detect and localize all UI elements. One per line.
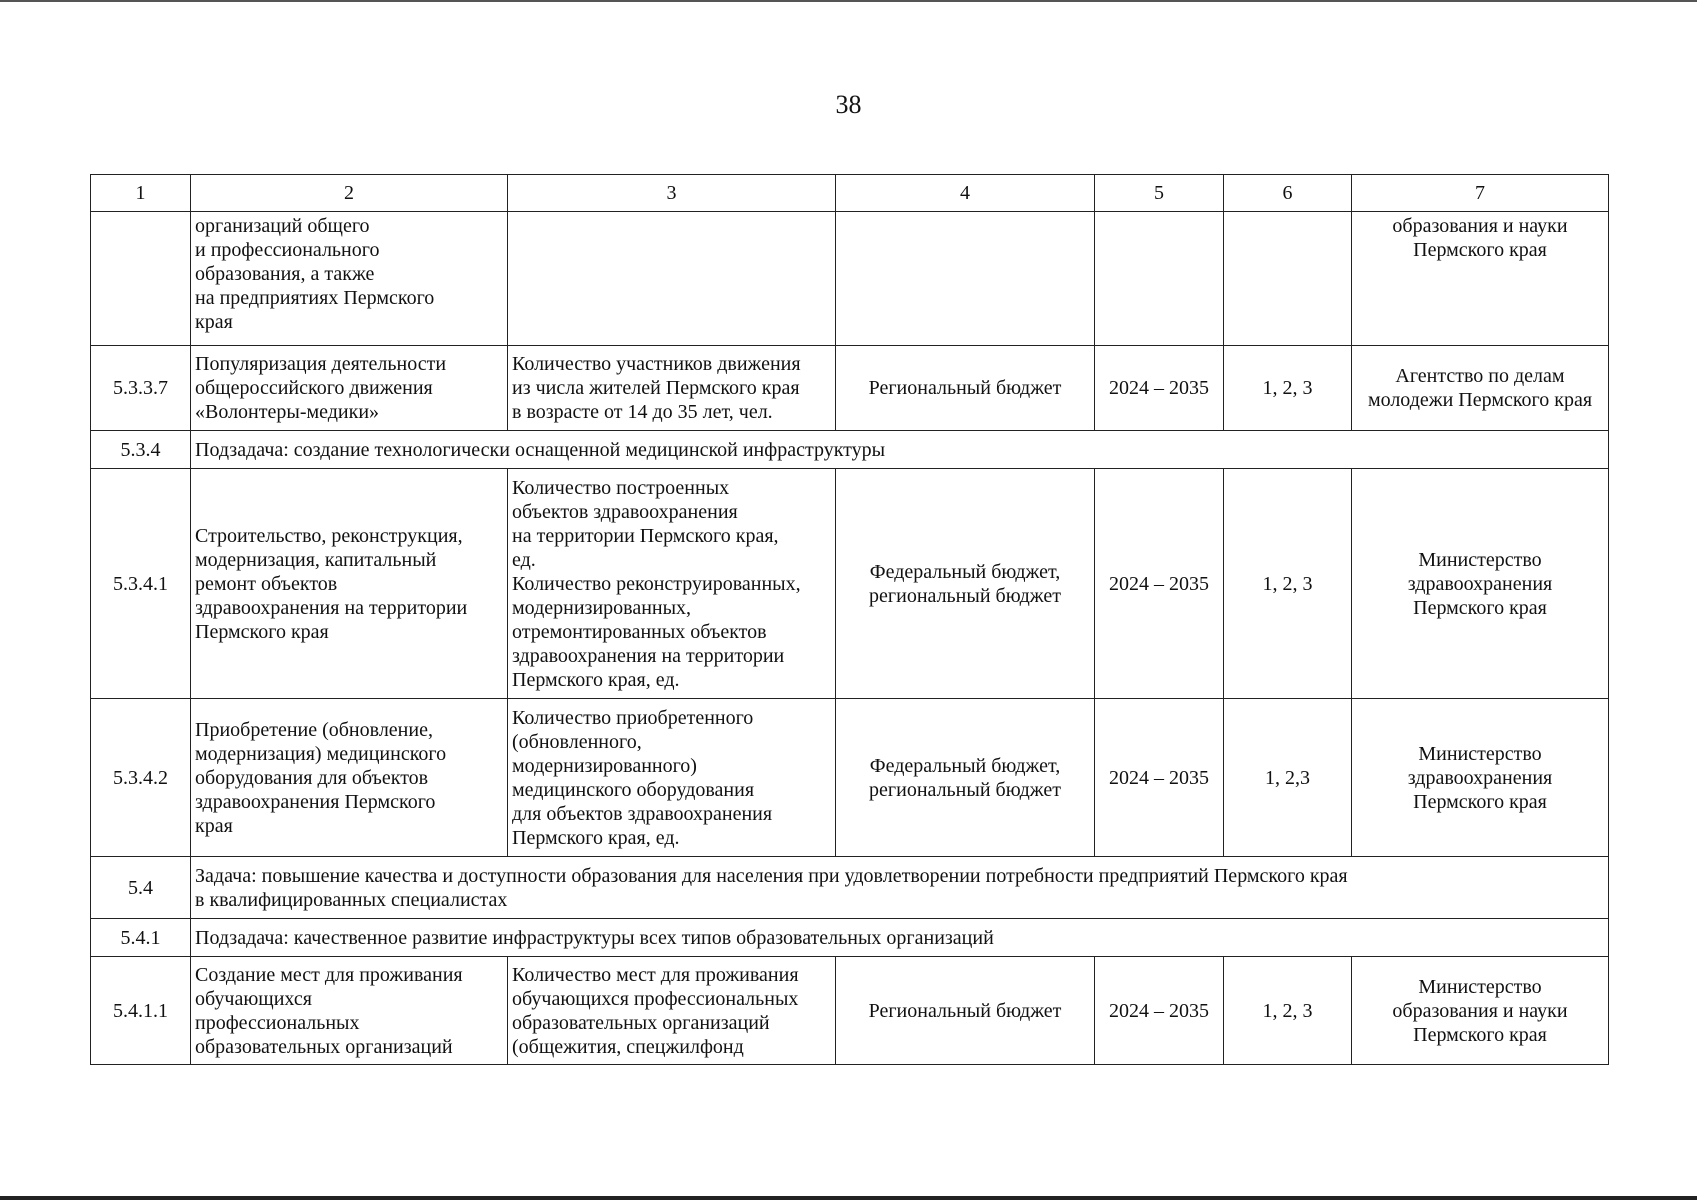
table-row (91, 957, 1609, 1065)
period-cell: 2024 – 2035 (1095, 469, 1224, 699)
table-row (91, 469, 1609, 699)
subtask-row (91, 431, 1609, 469)
subtask-title: Подзадача: качественное развитие инфраструктуры всех типов образовательных организаций (191, 919, 1609, 957)
header-col-5: 5 (1095, 175, 1224, 212)
header-col-3: 3 (508, 175, 836, 212)
activity-cell: Популяризация деятельности общероссийского движения «Волонтеры-медики» (191, 346, 508, 431)
table-row (91, 699, 1609, 857)
indicator-cell: Количество участников движения из числа жителей Пермского края в возрасте от 14 до 35 лет, чел. (508, 346, 836, 431)
task-row (91, 857, 1609, 919)
header-col-4: 4 (836, 175, 1095, 212)
funding-source-cell: Федеральный бюджет, региональный бюджет (836, 699, 1095, 857)
tasks-cell: 1, 2, 3 (1224, 469, 1352, 699)
funding-source-cell: Региональный бюджет (836, 957, 1095, 1065)
row-number: 5.4 (91, 857, 191, 919)
header-col-6: 6 (1224, 175, 1352, 212)
row-number: 5.4.1 (91, 919, 191, 957)
indicator-cell: Количество мест для проживания обучающихся профессиональных образовательных организаций (общежития, спецжилфонд (508, 957, 836, 1065)
indicator-cell: Количество приобретенного (обновленного, модернизированного) медицинского оборудования для объектов здравоохранения Пермского края, ед. (508, 699, 836, 857)
funding-source-cell (836, 212, 1095, 346)
tasks-cell: 1, 2, 3 (1224, 957, 1352, 1065)
activity-cell: Создание мест для проживания обучающихся профессиональных образовательных организаций (191, 957, 508, 1065)
period-cell: 2024 – 2035 (1095, 957, 1224, 1065)
row-number (91, 212, 191, 346)
header-col-7: 7 (1352, 175, 1609, 212)
subtask-title: Подзадача: создание технологически оснащенной медицинской инфраструктуры (191, 431, 1609, 469)
scan-bottom-edge (0, 1196, 1697, 1200)
row-number: 5.3.4 (91, 431, 191, 469)
indicator-cell (508, 212, 836, 346)
indicator-cell: Количество построенных объектов здравоохранения на территории Пермского края, ед. Количество реконструированных, модернизированных, отремонтированных объектов здравоохранения на территории Пермского края, ед. (508, 469, 836, 699)
table-row (91, 346, 1609, 431)
activity-cell: Строительство, реконструкция, модернизация, капитальный ремонт объектов здравоохранения на территории Пермского края (191, 469, 508, 699)
page-number: 38 (835, 90, 862, 119)
header-col-2: 2 (191, 175, 508, 212)
row-number: 5.3.4.2 (91, 699, 191, 857)
tasks-cell: 1, 2,3 (1224, 699, 1352, 857)
scan-top-edge (0, 0, 1697, 2)
period-cell (1095, 212, 1224, 346)
row-number: 5.4.1.1 (91, 957, 191, 1065)
funding-source-cell: Федеральный бюджет, региональный бюджет (836, 469, 1095, 699)
activity-cell: Приобретение (обновление, модернизация) медицинского оборудования для объектов здравоохранения Пермского края (191, 699, 508, 857)
subtask-row (91, 919, 1609, 957)
responsible-cell: Министерство образования и науки Пермского края (1352, 957, 1609, 1065)
activities-table (90, 174, 1609, 1065)
activity-cell: организаций общего и профессионального образования, а также на предприятиях Пермского края (191, 212, 508, 346)
responsible-cell: Агентство по делам молодежи Пермского края (1352, 346, 1609, 431)
header-row (91, 175, 1609, 212)
period-cell: 2024 – 2035 (1095, 699, 1224, 857)
row-number: 5.3.3.7 (91, 346, 191, 431)
tasks-cell (1224, 212, 1352, 346)
responsible-cell: Министерство здравоохранения Пермского края (1352, 699, 1609, 857)
table-row (91, 212, 1609, 346)
funding-source-cell: Региональный бюджет (836, 346, 1095, 431)
header-col-1: 1 (91, 175, 191, 212)
responsible-cell: образования и науки Пермского края (1352, 212, 1609, 346)
task-title: Задача: повышение качества и доступности образования для населения при удовлетворении потребности предприятий Пермского края в квалифицированных специалистах (191, 857, 1609, 919)
period-cell: 2024 – 2035 (1095, 346, 1224, 431)
responsible-cell: Министерство здравоохранения Пермского края (1352, 469, 1609, 699)
row-number: 5.3.4.1 (91, 469, 191, 699)
tasks-cell: 1, 2, 3 (1224, 346, 1352, 431)
